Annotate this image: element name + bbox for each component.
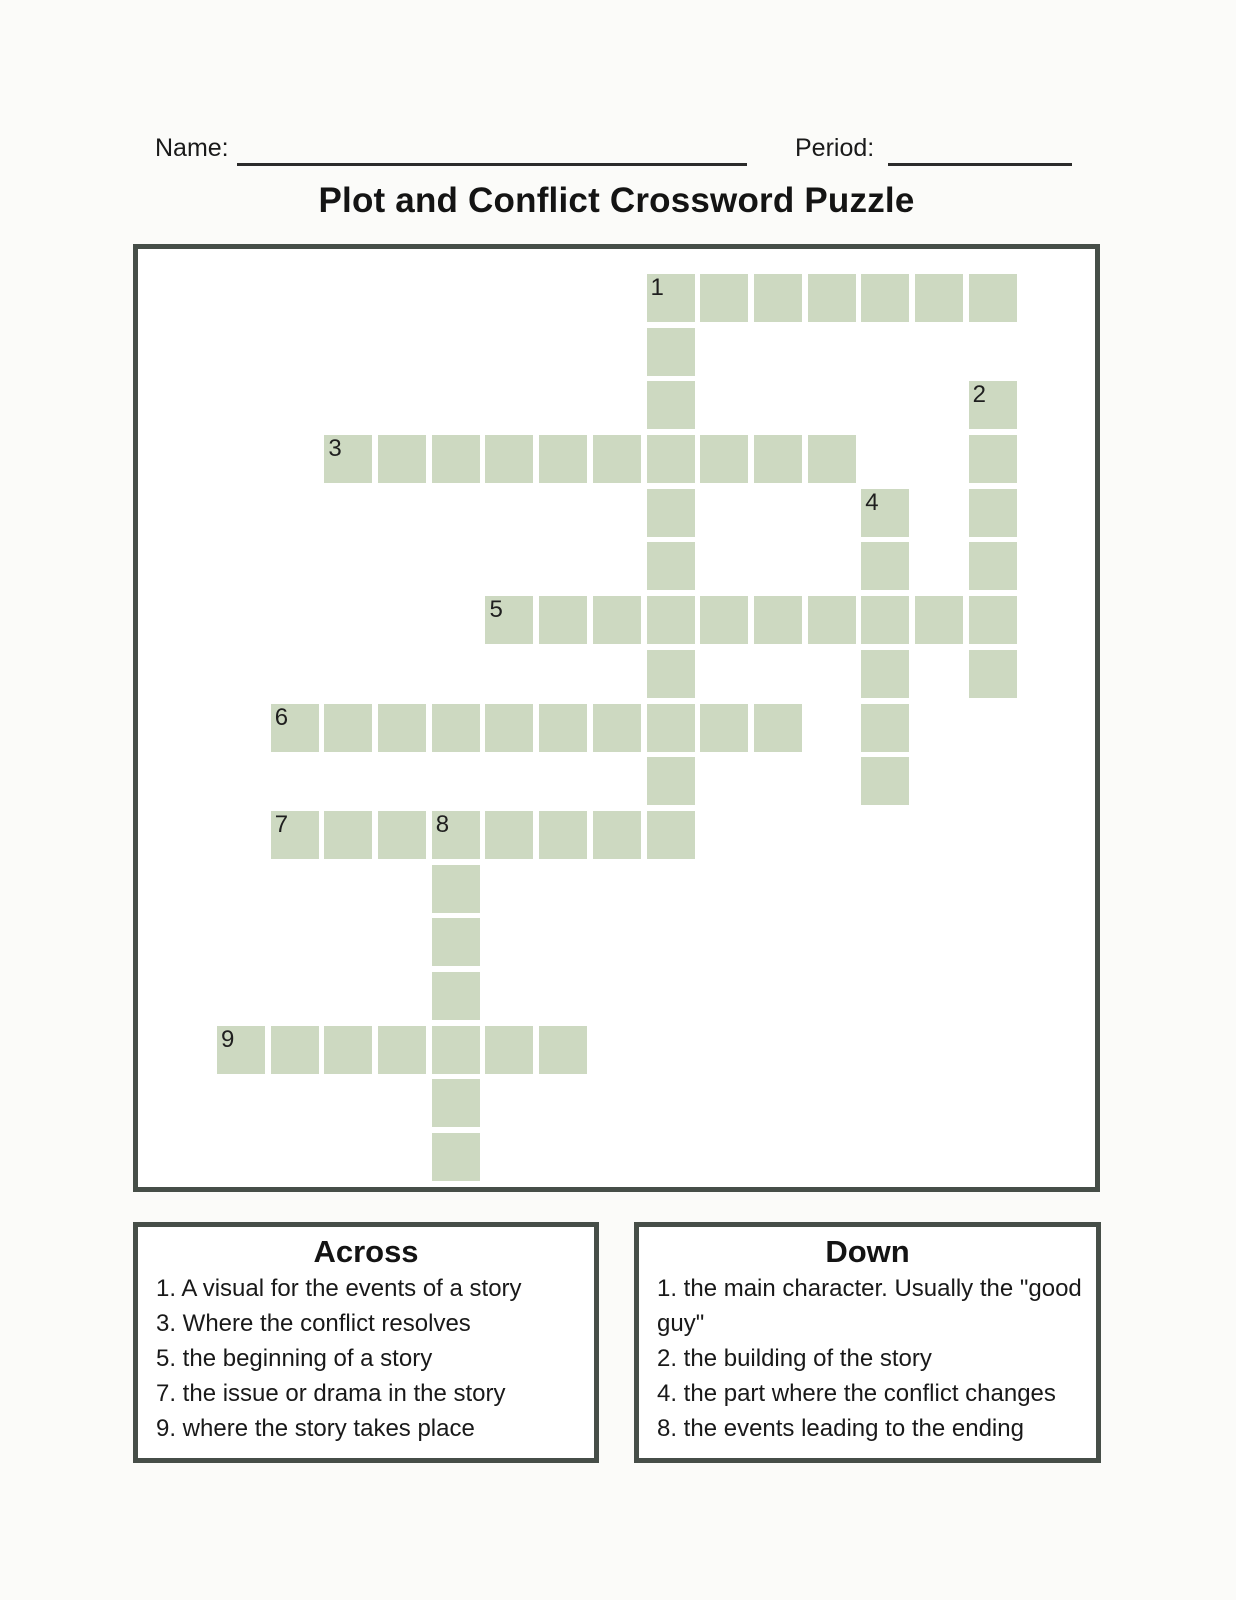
crossword-cell[interactable] [861,650,909,698]
crossword-cell[interactable] [969,650,1017,698]
cell-number: 3 [328,435,342,463]
crossword-cell-numbered[interactable] [271,811,319,859]
crossword-cell[interactable] [593,596,641,644]
crossword-cell[interactable] [432,704,480,752]
crossword-cell[interactable] [378,704,426,752]
crossword-cell-numbered[interactable] [861,489,909,537]
crossword-cell[interactable] [969,489,1017,537]
cell-number: 1 [650,274,664,301]
crossword-cell-numbered[interactable] [485,596,533,644]
crossword-cell-numbered[interactable] [432,811,480,859]
crossword-cell[interactable] [915,274,963,322]
crossword-cell[interactable] [808,274,856,322]
name-label: Name: [155,134,229,162]
crossword-cell-numbered[interactable] [271,704,319,752]
crossword-cell[interactable] [539,596,587,644]
crossword-cell[interactable] [485,435,533,483]
crossword-cell[interactable] [378,811,426,859]
crossword-cell[interactable] [754,704,802,752]
cell-number: 6 [274,703,289,731]
cell-number: 7 [274,810,289,838]
crossword-cell[interactable] [861,704,909,752]
crossword-cell[interactable] [539,1026,587,1074]
crossword-cell[interactable] [700,596,748,644]
crossword-cell[interactable] [432,1026,480,1074]
crossword-cell[interactable] [593,811,641,859]
crossword-cell[interactable] [647,489,695,537]
crossword-cell[interactable] [861,757,909,805]
crossword-cell[interactable] [432,1133,480,1181]
crossword-cell[interactable] [485,1026,533,1074]
crossword-cell[interactable] [432,1079,480,1127]
clue-item: 8. the events leading to the ending [657,1415,1024,1442]
down-title: Down [825,1234,910,1269]
crossword-cell[interactable] [700,704,748,752]
clue-item: 7. the issue or drama in the story [156,1380,506,1407]
crossword-cell[interactable] [432,435,480,483]
crossword-cell[interactable] [378,1026,426,1074]
crossword-cell[interactable] [969,542,1017,590]
crossword-cell[interactable] [271,1026,319,1074]
crossword-cell[interactable] [539,811,587,859]
crossword-cell[interactable] [969,435,1017,483]
crossword-cell-numbered[interactable] [647,274,695,322]
cell-number: 5 [489,596,503,624]
crossword-cell[interactable] [754,596,802,644]
name-line[interactable] [237,163,747,166]
crossword-cell[interactable] [593,435,641,483]
clue-item: 9. where the story takes place [156,1415,475,1442]
crossword-cell[interactable] [539,435,587,483]
clue-item: 4. the part where the conflict changes [657,1380,1056,1407]
cell-number: 2 [972,381,986,409]
crossword-cell[interactable] [647,704,695,752]
crossword-cell[interactable] [485,704,533,752]
crossword-cell[interactable] [861,596,909,644]
crossword-cell[interactable] [432,865,480,913]
crossword-cell[interactable] [754,435,802,483]
crossword-cell[interactable] [539,704,587,752]
cell-number: 9 [221,1025,235,1053]
crossword-cell[interactable] [808,435,856,483]
crossword-cell[interactable] [647,650,695,698]
crossword-cell-numbered[interactable] [324,435,372,483]
crossword-cell[interactable] [647,811,695,859]
crossword-cell[interactable] [969,274,1017,322]
crossword-grid [217,274,1017,1181]
crossword-cell[interactable] [861,274,909,322]
crossword-cell[interactable] [324,704,372,752]
crossword-cell[interactable] [915,596,963,644]
crossword-cell[interactable] [969,596,1017,644]
crossword-cell[interactable] [647,381,695,429]
crossword-cell[interactable] [378,435,426,483]
crossword-cell[interactable] [647,435,695,483]
crossword-cell-numbered[interactable] [217,1026,265,1074]
crossword-cell[interactable] [700,435,748,483]
page-title: Plot and Conflict Crossword Puzzle [318,181,915,220]
clue-item: 1. A visual for the events of a story [156,1275,522,1302]
crossword-cell[interactable] [754,274,802,322]
crossword-cell[interactable] [647,757,695,805]
period-line[interactable] [888,163,1072,166]
crossword-cell[interactable] [324,811,372,859]
across-clue-list [138,1271,594,1446]
across-title: Across [313,1234,419,1269]
clue-item: 1. the main character. Usually the "good guy" [657,1275,1082,1337]
clue-item: 5. the beginning of a story [156,1345,433,1372]
across-clues-box [133,1222,599,1463]
crossword-cell[interactable] [861,542,909,590]
crossword-cell[interactable] [432,918,480,966]
crossword-cell[interactable] [647,328,695,376]
cell-number: 8 [435,810,450,838]
crossword-cell[interactable] [647,596,695,644]
period-label: Period: [795,134,875,162]
crossword-cell[interactable] [647,542,695,590]
clue-item: 2. the building of the story [657,1345,932,1372]
crossword-cell[interactable] [485,811,533,859]
crossword-cell[interactable] [808,596,856,644]
cell-number: 4 [865,488,879,516]
down-clues-box [634,1222,1101,1463]
crossword-cell[interactable] [593,704,641,752]
crossword-cell[interactable] [700,274,748,322]
crossword-cell-numbered[interactable] [969,381,1017,429]
clue-item: 3. Where the conflict resolves [156,1310,471,1337]
crossword-cell[interactable] [432,972,480,1020]
down-clue-list [639,1271,1096,1446]
crossword-cell[interactable] [324,1026,372,1074]
